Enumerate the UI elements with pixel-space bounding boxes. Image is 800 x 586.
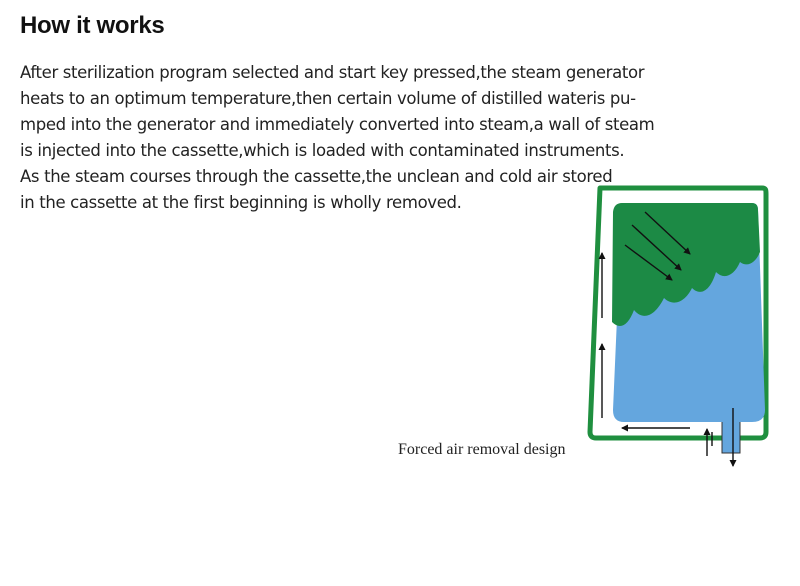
paragraph-line: mped into the generator and immediately converted into steam,a wall of steam	[20, 115, 655, 134]
paragraph-line: in the cassette at the first beginning is wholly removed.	[20, 193, 462, 212]
outlet-pipe	[722, 418, 740, 453]
paragraph-line: As the steam courses through the cassette,the unclean and cold air stored	[20, 167, 613, 186]
paragraph-line: is injected into the cassette,which is loaded with contaminated instruments.	[20, 141, 625, 160]
paragraph-line: heats to an optimum temperature,then certain volume of distilled wateris pu-	[20, 89, 636, 108]
diagram-caption: Forced air removal design	[398, 441, 566, 458]
page-title: How it works	[20, 12, 165, 39]
paragraph-line: After sterilization program selected and start key pressed,the steam generator	[20, 63, 645, 82]
